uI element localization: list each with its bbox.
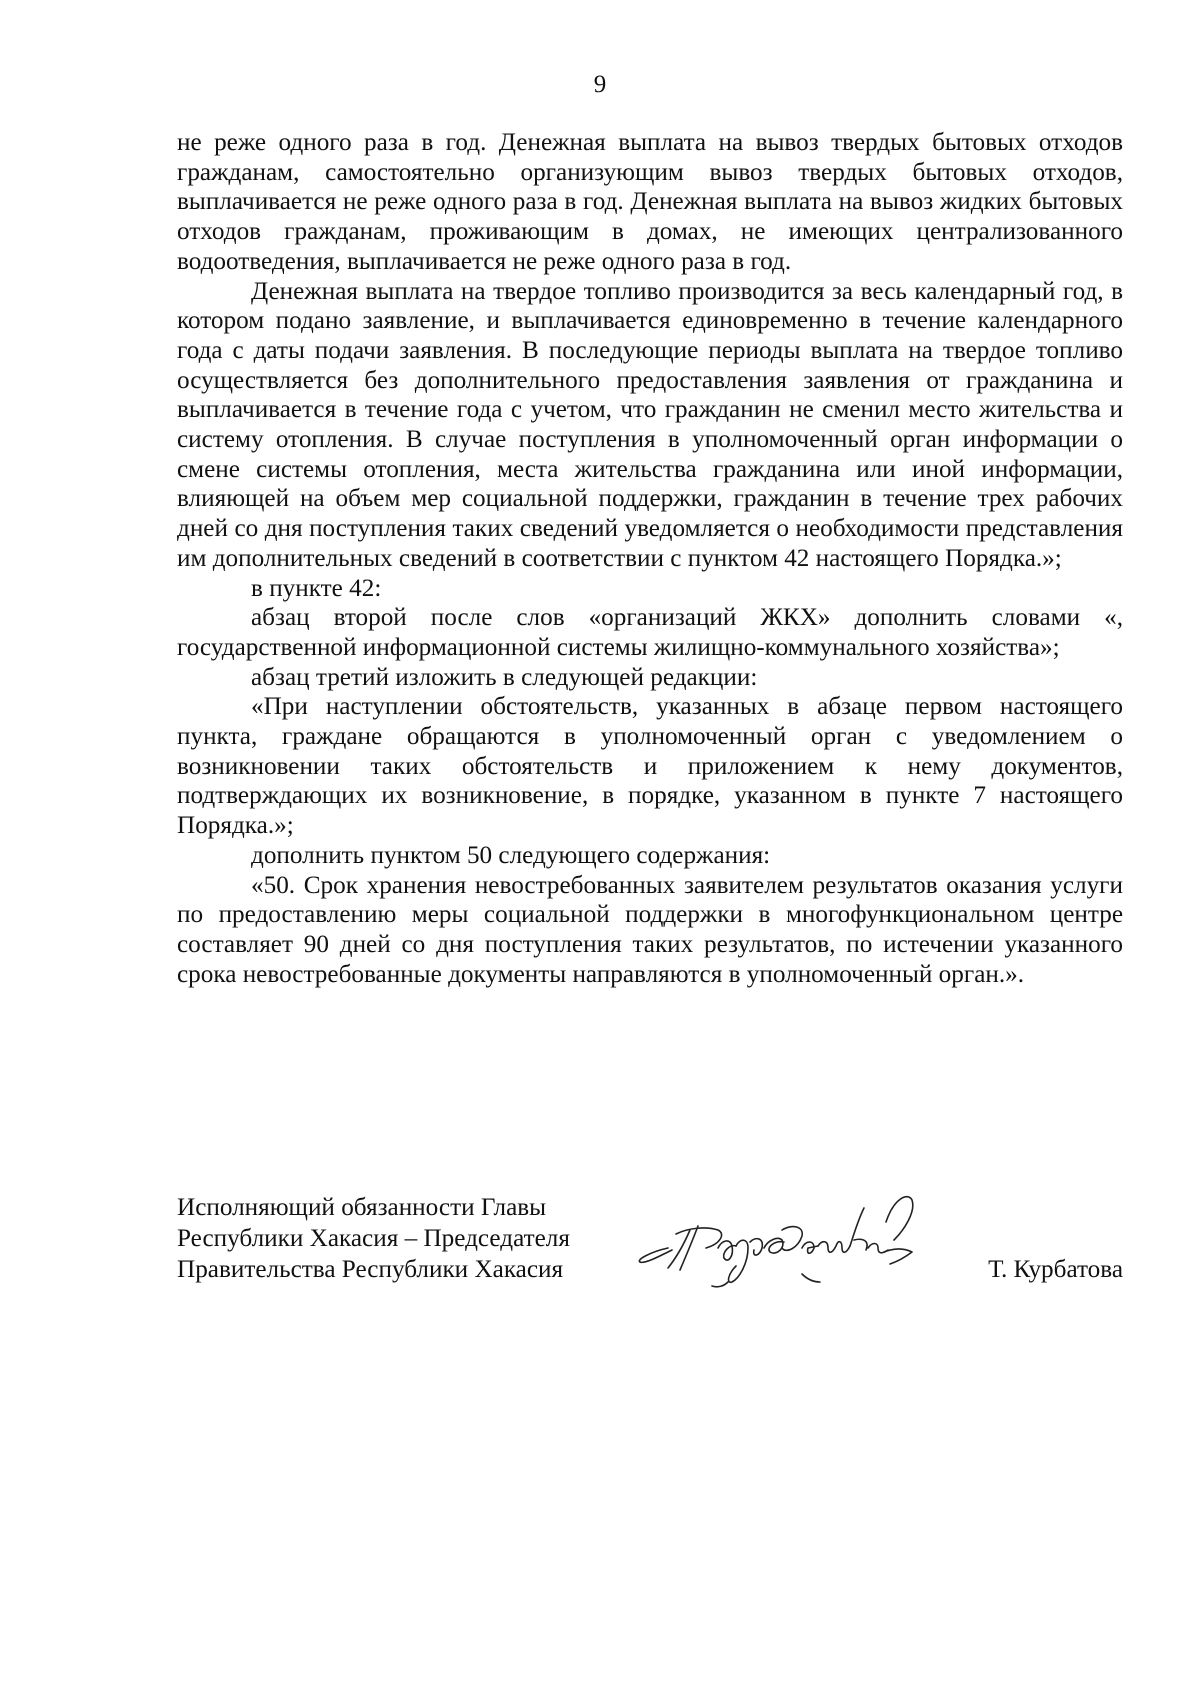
signature-block (177, 1192, 1123, 1292)
document-body (177, 128, 1123, 989)
page-number: 9 (593, 71, 607, 98)
paragraph-continued: не реже одного раза в год. Денежная выплата на вывоз твердых бытовых отходов гражданам, самостоятельно организующим вывоз твердых бытовых отходов, выплачивается не реже одного раза в год. Денежная выплата на вывоз жидких бытовых отходов гражданам, проживающим в домах, не имеющих централизованного водоотведения, выплачивается не реже одного раза в год. (177, 129, 1123, 275)
paragraph-third-subparagraph: абзац третий изложить в следующей редакции: (251, 663, 758, 691)
paragraph-item-50: «50. Срок хранения невостребованных заявителем результатов оказания услуги по предоставлению меры социальной поддержки в многофункциональном центре составляет 90 дней со дня поступления таких результатов, по истечении указанного срока невостребованные документы направляются в уполномоченный орган.». (177, 871, 1123, 988)
signer-title-line: Исполняющий обязанности Главы (177, 1194, 547, 1221)
paragraph-new-wording: «При наступлении обстоятельств, указанных в абзаце первом настоящего пункта, граждане обращаются в уполномоченный орган с уведомлением о возникновении таких обстоятельств и приложением к нему документов, подтверждающих их возникновение, в порядке, указанном в пункте 7 настоящего Порядка.»; (177, 693, 1123, 840)
signer-title (177, 1192, 637, 1285)
paragraph-add-item-50: дополнить пунктом 50 следующего содержания: (251, 841, 771, 869)
signer-title-line: Республики Хакасия – Председателя (177, 1225, 570, 1252)
paragraph-solid-fuel-payment: Денежная выплата на твердое топливо производится за весь календарный год, в котором подано заявление, и выплачивается единовременно в течение календарного года с даты подачи заявления. В последующие периоды выплата на твердое топливо осуществляется без дополнительного предоставления заявления от гражданина и выплачивается в течение года с учетом, что гражданин не сменил место жительства и систему отопления. В случае поступления в уполномоченный орган информации о смене системы отопления, места жительства гражданина или иной информации, влияющей на объем мер социальной поддержки, гражданин в течение трех рабочих дней со дня поступления таких сведений уведомляется о необходимости представления им дополнительных сведений в соответствии с пунктом 42 настоящего Порядка.»; (177, 277, 1123, 572)
signer-name: Т. Курбатова (988, 1256, 1123, 1283)
paragraph-item-42: в пункте 42: (251, 574, 382, 602)
paragraph-second-subparagraph: абзац второй после слов «организаций ЖКХ» дополнить словами «, государственной информационной системы жилищно-коммунального хозяйства»; (177, 604, 1123, 661)
signer-title-line: Правительства Республики Хакасия (177, 1256, 564, 1283)
handwritten-signature (632, 1178, 932, 1298)
